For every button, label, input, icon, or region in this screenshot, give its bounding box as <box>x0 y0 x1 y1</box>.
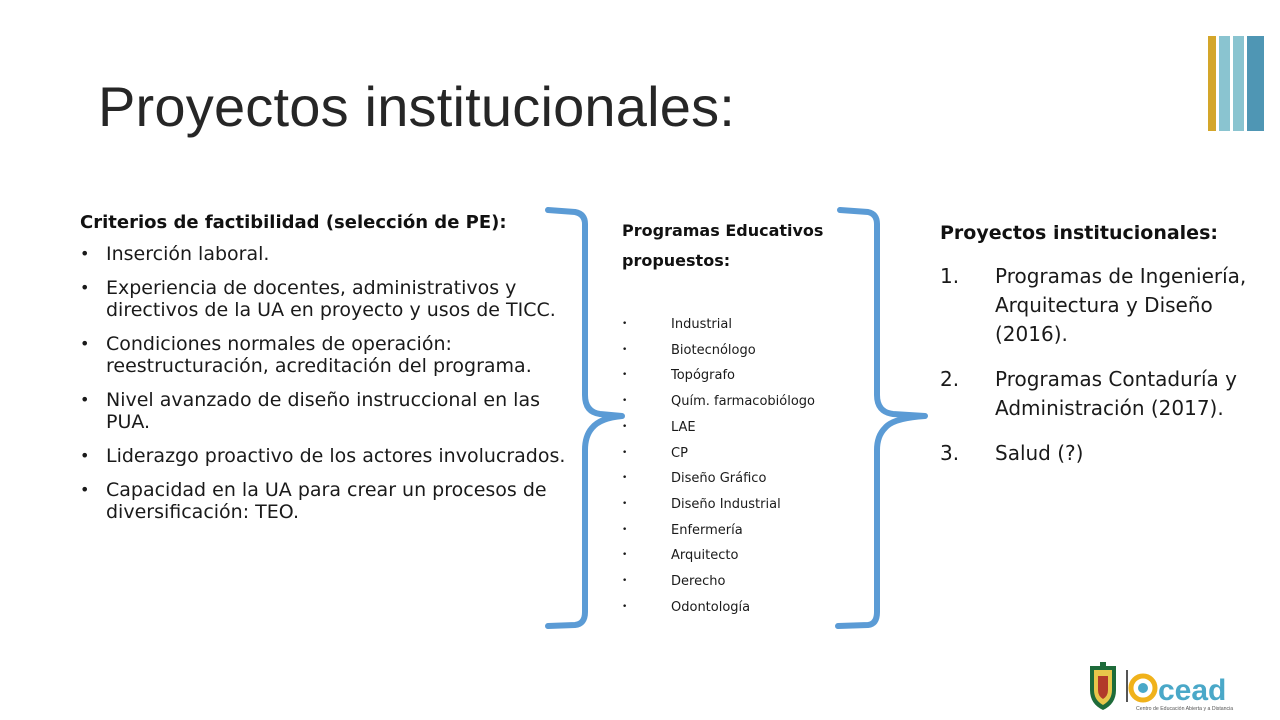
projects-list <box>940 262 1260 468</box>
bullet-icon: • <box>80 480 90 499</box>
bullet-icon: • <box>622 396 628 407</box>
bullet-icon: • <box>622 601 628 612</box>
list-item: • Topógrafo <box>622 363 852 389</box>
bullet-icon: • <box>622 498 628 509</box>
list-item: • Odontología <box>622 595 852 621</box>
bullet-icon: • <box>622 576 628 587</box>
bullet-icon: • <box>622 550 628 561</box>
list-item: • Condiciones normales de operación: reestructuración, acreditación del programa. <box>80 333 532 377</box>
bullet-icon: • <box>622 344 628 355</box>
list-item: • Enfermería <box>622 518 852 544</box>
bullet-icon: • <box>622 447 628 458</box>
bullet-icon: • <box>80 278 90 297</box>
list-item: • Diseño Gráfico <box>622 466 852 492</box>
programs-heading: Programas Educativos propuestos: <box>622 221 824 270</box>
list-item: • Experiencia de docentes, administrativos y directivos de la UA en proyecto y usos de TICC. <box>80 277 556 321</box>
svg-text:cead: cead <box>1158 674 1227 707</box>
slide-title: Proyectos institucionales: <box>98 75 736 138</box>
bullet-icon: • <box>622 319 628 329</box>
list-item: • Industrial <box>622 312 852 338</box>
list-item: • Capacidad en la UA para crear un procesos de diversificación: TEO. <box>80 479 547 523</box>
programs-list <box>622 312 852 620</box>
list-item: • Liderazgo proactivo de los actores involucrados. <box>80 445 566 467</box>
bullet-icon: • <box>622 370 628 381</box>
criteria-list <box>80 243 570 523</box>
cead-logo <box>1088 660 1248 712</box>
university-shield-icon <box>1090 662 1116 710</box>
bullet-icon: • <box>80 334 90 353</box>
list-item: 2. Programas Contaduría y Administración (2017). <box>940 367 1237 420</box>
corner-decoration-bars <box>1208 36 1264 131</box>
list-item: • Quím. farmacobiólogo <box>622 389 852 415</box>
projects-heading: Proyectos institucionales: <box>940 222 1218 244</box>
bullet-icon: • <box>622 473 628 484</box>
list-item: • Derecho <box>622 569 852 595</box>
svg-text:Centro de Educación Abierta y: Centro de Educación Abierta y a Distancia <box>1136 706 1234 712</box>
list-item: • CP <box>622 441 852 467</box>
bullet-icon: • <box>622 421 628 432</box>
bullet-icon: • <box>622 524 628 535</box>
list-item: • Inserción laboral. <box>80 243 270 265</box>
programs-section <box>622 216 852 620</box>
bullet-icon: • <box>80 446 90 465</box>
list-item: 1. Programas de Ingeniería, Arquitectura y Diseño (2016). <box>940 264 1247 346</box>
criteria-heading: Criterios de factibilidad (selección de PE): <box>80 212 507 233</box>
list-item: • Biotecnólogo <box>622 338 852 364</box>
criteria-section <box>80 212 570 535</box>
projects-section <box>940 222 1260 484</box>
list-item: • Nivel avanzado de diseño instruccional en las PUA. <box>80 389 540 433</box>
list-item: • Arquitecto <box>622 543 852 569</box>
list-item: • Diseño Industrial <box>622 492 852 518</box>
bullet-icon: • <box>80 244 90 263</box>
list-item: • LAE <box>622 415 852 441</box>
list-item: 3. Salud (?) <box>940 441 1084 465</box>
bullet-icon: • <box>80 390 90 409</box>
